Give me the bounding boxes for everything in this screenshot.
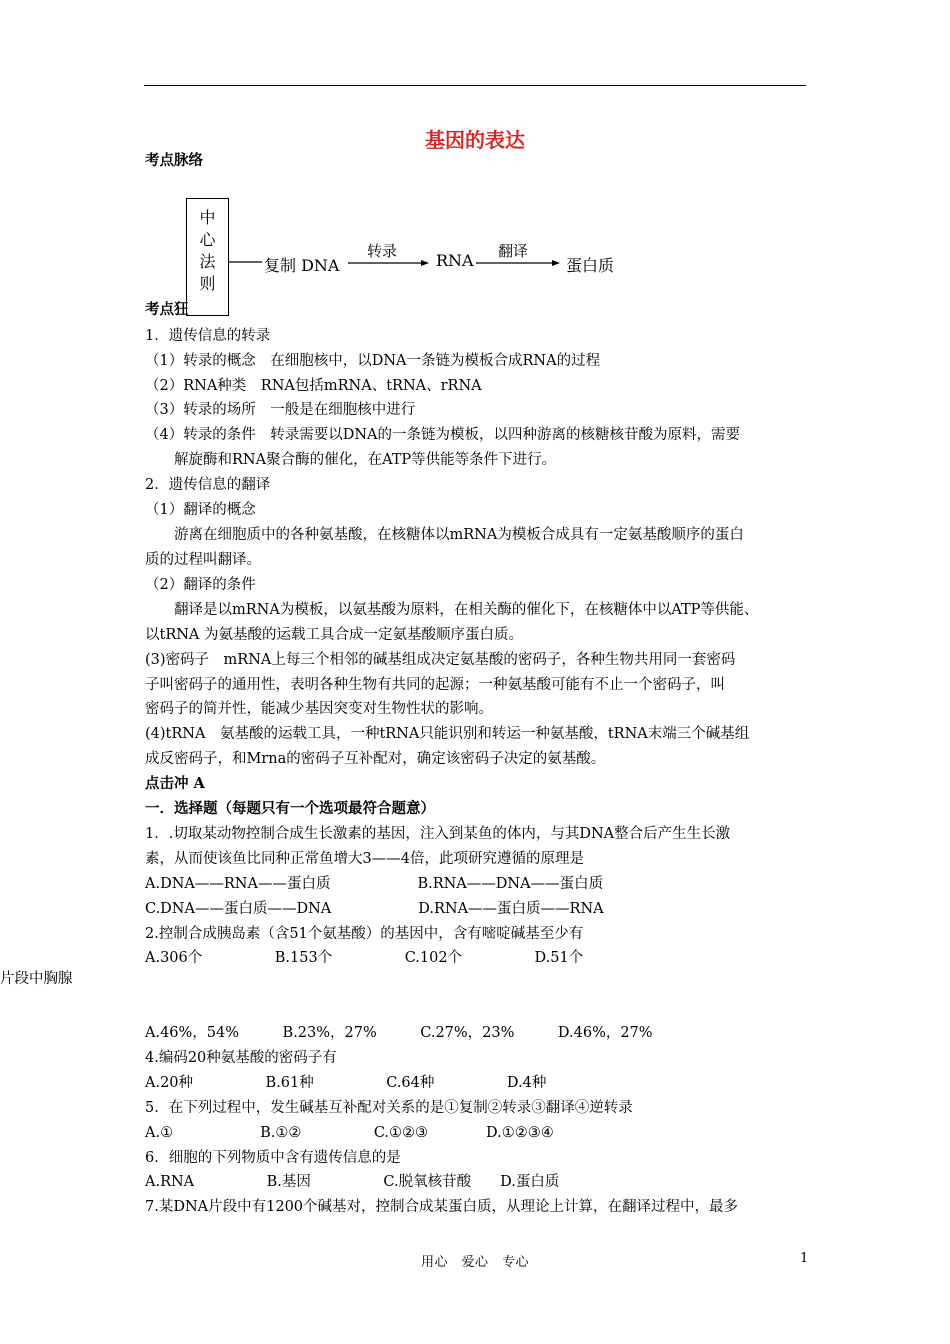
question-option-line: A.306个 B.153个 C.102个 D.51个 bbox=[145, 950, 584, 966]
text-line: 子叫密码子的通用性，表明各种生物有共同的起源；一种氨基酸可能有不止一个密码子，叫 bbox=[145, 677, 725, 693]
question-line: 6．细胞的下列物质中含有遗传信息的是 bbox=[145, 1150, 401, 1166]
replicate-dna-label: 复制 DNA bbox=[264, 256, 340, 275]
text-line: （2）RNA种类 RNA包括mRNA、tRNA、rRNA bbox=[145, 378, 482, 394]
page-footer: 用心 爱心 专心 bbox=[420, 1255, 529, 1270]
question-line: 素，从而使该鱼比同种正常鱼增大3——4倍，此项研究遵循的原理是 bbox=[145, 851, 584, 867]
text-line: (4)tRNA 氨基酸的运载工具，一种tRNA只能识别和转运一种氨基酸，tRNA末端三个碱基组 bbox=[145, 726, 750, 742]
question-line: 2.控制合成胰岛素（含51个氨基酸）的基因中，含有嘧啶碱基至少有 bbox=[145, 926, 584, 942]
question-option-line: A.① B.①② C.①②③ D.①②③④ bbox=[145, 1125, 554, 1141]
question-option-line: A.20种 B.61种 C.64种 D.4种 bbox=[145, 1075, 547, 1091]
box-char: 心 bbox=[199, 230, 216, 249]
text-line: 翻译是以mRNA为模板，以氨基酸为原料，在相关酶的催化下，在核糖体中以ATP等供能、 bbox=[145, 602, 759, 618]
text-line: 游离在细胞质中的各种氨基酸，在核糖体以mRNA为模板合成具有一定氨基酸顺序的蛋白 bbox=[145, 527, 744, 543]
question-option-line: A.RNA B.基因 C.脱氧核苷酸 D.蛋白质 bbox=[145, 1174, 560, 1190]
rna-label: RNA bbox=[436, 251, 474, 270]
section-heading-dianji: 点击冲 A bbox=[145, 775, 205, 792]
question-line: 5．在下列过程中，发生碱基互补配对关系的是①复制②转录③翻译④逆转录 bbox=[145, 1100, 633, 1116]
box-char: 中 bbox=[199, 208, 216, 227]
text-line: （3）转录的场所 一般是在细胞核中进行 bbox=[145, 402, 416, 418]
text-line: 成反密码子，和Mrna的密码子互补配对，确定该密码子决定的氨基酸。 bbox=[145, 751, 606, 767]
text-line: (3)密码子 mRNA上每三个相邻的碱基组成决定氨基酸的密码子，各种生物共用同一套密码 bbox=[145, 652, 736, 668]
protein-label: 蛋白质 bbox=[566, 256, 615, 275]
section-heading-choice: 一．选择题（每题只有一个选项最符合题意） bbox=[145, 800, 435, 817]
question-line: 7.某DNA片段中有1200个碱基对，控制合成某蛋白质，从理论上计算，在翻译过程中，最多 bbox=[145, 1199, 739, 1215]
page-title: 基因的表达 bbox=[425, 128, 525, 152]
box-char: 法 bbox=[199, 252, 216, 271]
diagram-arrows bbox=[0, 0, 950, 400]
transcribe-label: 转录 bbox=[367, 242, 398, 260]
section-heading-kaodian: 考点狂 bbox=[145, 301, 189, 318]
text-line: （1）翻译的概念 bbox=[145, 502, 256, 518]
transcribe-arrowhead bbox=[421, 260, 429, 266]
clipped-text-fragment: 片段中胸腺 bbox=[0, 971, 73, 987]
section-heading-kaodian-mailuo: 考点脉络 bbox=[145, 152, 203, 169]
question-option-line: A.46%，54% B.23%，27% C.27%，23% D.46%，27% bbox=[145, 1025, 653, 1041]
text-line: 解旋酶和RNA聚合酶的催化，在ATP等供能等条件下进行。 bbox=[145, 452, 557, 468]
text-line: 质的过程叫翻译。 bbox=[145, 552, 261, 568]
text-line: （4）转录的条件 转录需要以DNA的一条链为模板，以四种游离的核糖核苷酸为原料，需要 bbox=[145, 427, 741, 443]
text-line: 以tRNA 为氨基酸的运载工具合成一定氨基酸顺序蛋白质。 bbox=[145, 627, 524, 643]
question-line: 1．.切取某动物控制合成生长激素的基因，注入到某鱼的体内，与其DNA整合后产生生长激 bbox=[145, 826, 731, 842]
text-line: 1．遗传信息的转录 bbox=[145, 328, 271, 344]
text-line: （1）转录的概念 在细胞核中，以DNA一条链为模板合成RNA的过程 bbox=[145, 353, 601, 369]
text-line: （2）翻译的条件 bbox=[145, 577, 256, 593]
page-number: 1 bbox=[800, 1251, 809, 1266]
translate-arrowhead bbox=[552, 260, 560, 266]
text-line: 密码子的简并性，能减少基因突变对生物性状的影响。 bbox=[145, 701, 493, 717]
question-line: 4.编码20种氨基酸的密码子有 bbox=[145, 1050, 337, 1066]
question-option-line: C.DNA——蛋白质——DNA D.RNA——蛋白质——RNA bbox=[145, 901, 604, 917]
box-char: 则 bbox=[199, 274, 216, 293]
translate-label: 翻译 bbox=[498, 242, 529, 260]
question-option-line: A.DNA——RNA——蛋白质 B.RNA——DNA——蛋白质 bbox=[145, 876, 604, 892]
text-line: 2．遗传信息的翻译 bbox=[145, 477, 271, 493]
